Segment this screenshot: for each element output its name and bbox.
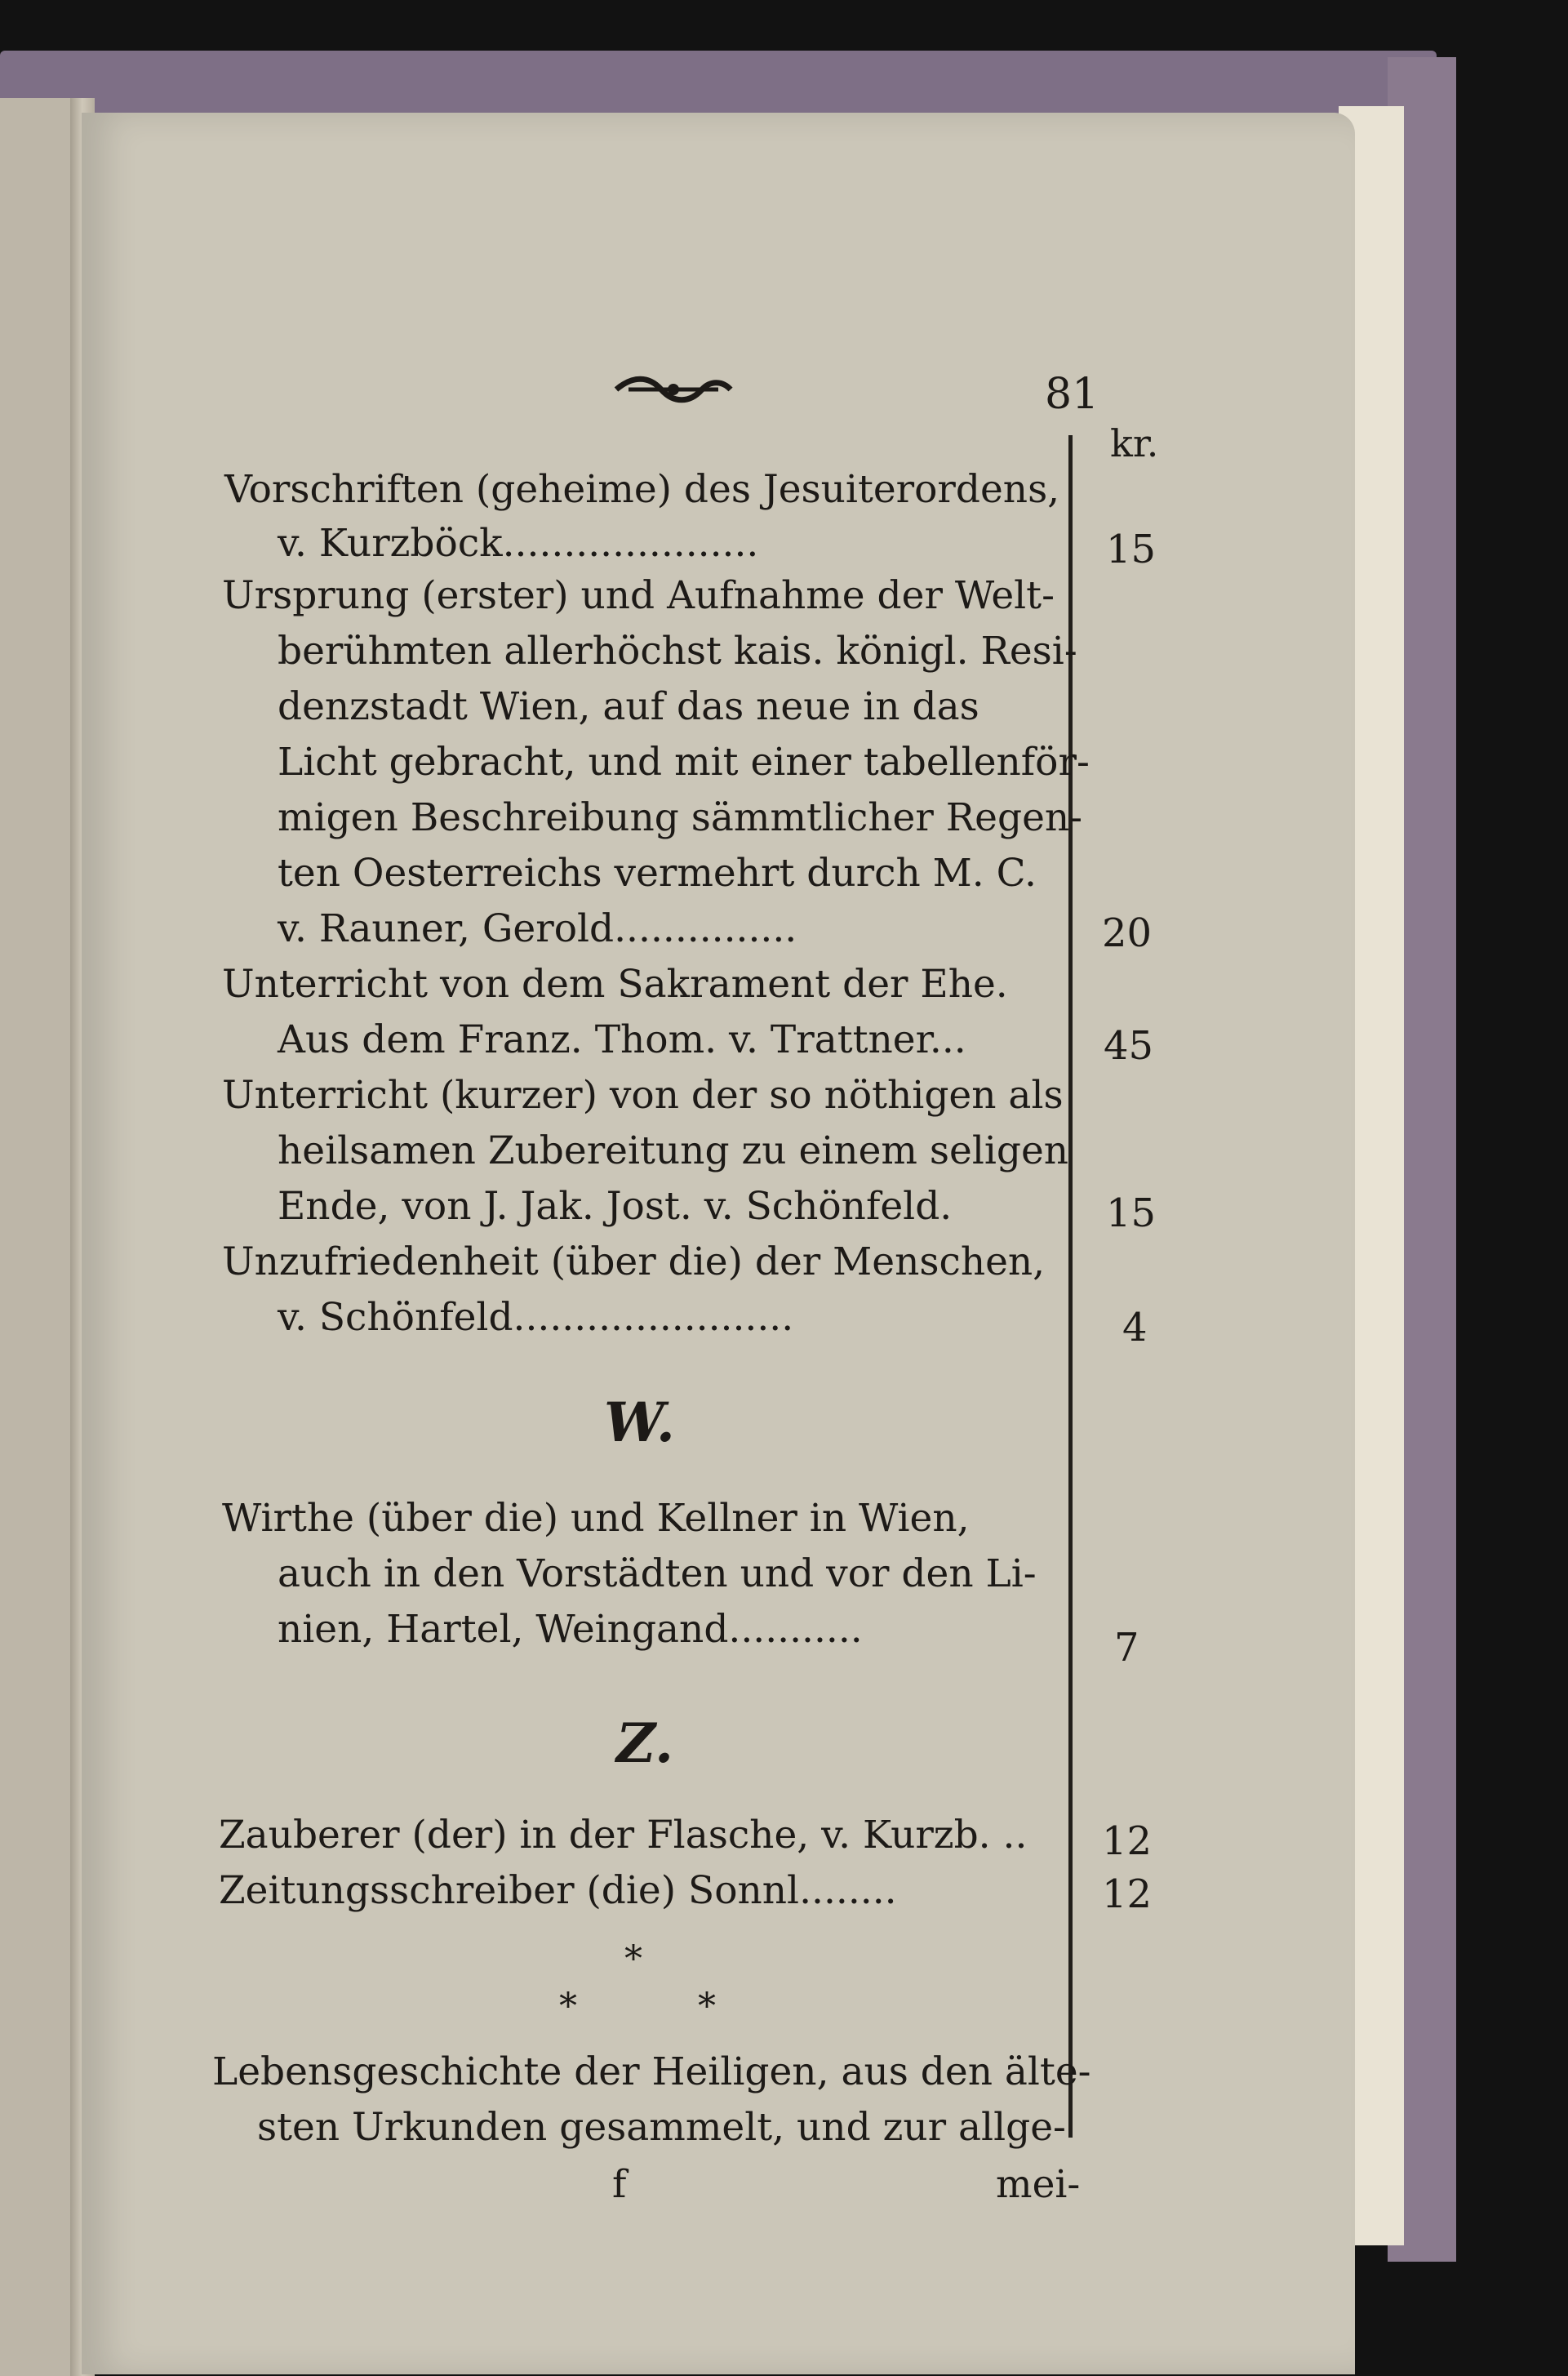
entry-text-line: v. Rauner, Gerold............... [278, 906, 797, 951]
entry-price: 15 [1106, 1190, 1157, 1236]
facing-page [0, 98, 82, 2376]
entry-text-line: Ursprung (erster) und Aufnahme der Welt- [222, 573, 1055, 618]
entry-text-line: Unzufriedenheit (über die) der Menschen, [222, 1239, 1046, 1284]
entry-price: 20 [1102, 910, 1153, 956]
entry-text-line: Unterricht von dem Sakrament der Ehe. [222, 962, 1008, 1007]
entry-text-line: ten Oesterreichs vermehrt durch M. C. [278, 851, 1037, 896]
section-heading-w: W. [604, 1390, 675, 1454]
entry-text-line: Vorschriften (geheime) des Jesuiterordens, [224, 467, 1060, 512]
entry-text-line: v. Kurzböck..................... [278, 521, 759, 566]
page-content [82, 113, 1355, 2374]
entry-price: 12 [1102, 1871, 1153, 1917]
asterisk: * [624, 1938, 642, 1980]
entry-text-line: auch in den Vorstädten und vor den Li- [278, 1551, 1037, 1596]
entry-text-line: Zeitungsschreiber (die) Sonnl........ [219, 1868, 897, 1913]
entry-text-line: v. Schönfeld....................... [278, 1295, 794, 1340]
entry-text-line: Lebensgeschichte der Heiligen, aus den älte- [212, 2049, 1091, 2094]
entry-text-line: Wirthe (über die) und Kellner in Wien, [222, 1496, 970, 1541]
entry-text-line: berühmten allerhöchst kais. königl. Resi- [278, 629, 1077, 674]
entry-text-line: Zauberer (der) in der Flasche, v. Kurzb. .. [219, 1813, 1028, 1858]
headpiece-ornament-icon [612, 374, 735, 405]
signature-mark: f [612, 2162, 627, 2207]
entry-price: 45 [1104, 1023, 1154, 1069]
entry-text-line: nien, Hartel, Weingand........... [278, 1607, 863, 1652]
entry-price: 15 [1106, 527, 1157, 572]
entry-text-line: Unterricht (kurzer) von der so nöthigen als [222, 1073, 1064, 1118]
asterisk: * [698, 1986, 716, 2027]
book-page [82, 113, 1355, 2374]
column-unit-label: kr. [1110, 421, 1159, 465]
entry-text-line: heilsamen Zubereitung zu einem seligen [278, 1128, 1069, 1173]
entry-text-line: sten Urkunden gesammelt, und zur allge- [257, 2105, 1066, 2150]
entry-price: 7 [1114, 1625, 1139, 1671]
price-column-rule [1068, 435, 1073, 2138]
entry-text-line: migen Beschreibung sämmtlicher Regen- [278, 795, 1083, 840]
entry-text-line: Aus dem Franz. Thom. v. Trattner... [278, 1017, 966, 1062]
entry-price: 12 [1102, 1818, 1153, 1864]
asterisk: * [559, 1986, 577, 2027]
entry-price: 4 [1122, 1305, 1148, 1350]
entry-text-line: denzstadt Wien, auf das neue in das [278, 684, 979, 729]
page-number: 81 [1045, 370, 1099, 419]
catchword: mei- [996, 2162, 1081, 2207]
entry-text-line: Licht gebracht, und mit einer tabellenför- [278, 740, 1090, 785]
section-heading-z: Z. [616, 1711, 673, 1775]
entry-text-line: Ende, von J. Jak. Jost. v. Schönfeld. [278, 1184, 953, 1229]
